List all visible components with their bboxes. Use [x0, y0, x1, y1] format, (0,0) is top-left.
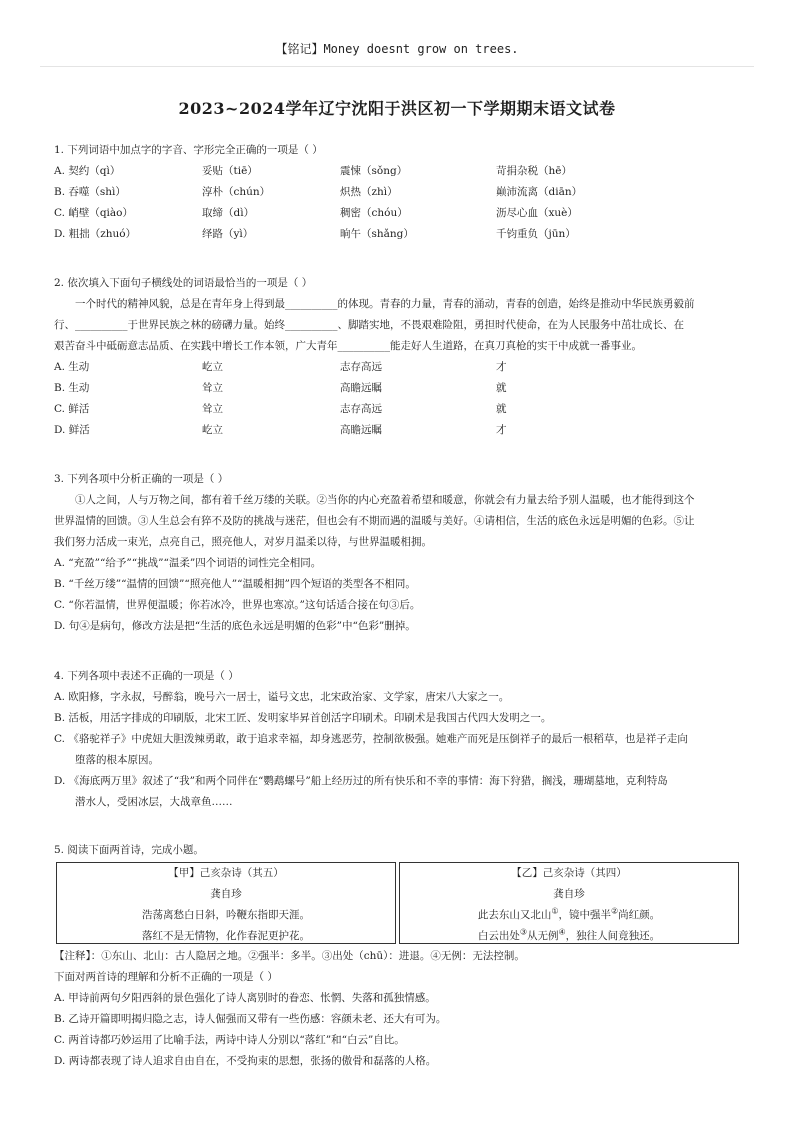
question-1-option-a: [54, 161, 744, 182]
poem-text: ，独往人间竟独还。: [565, 930, 661, 942]
question-2-passage-line: 艰苦奋斗中砥砺意志品质、在实践中增长工作本领，广大青年__________能走好人生道路，在真刀真枪的实干中成就一番事业。: [54, 340, 642, 352]
header-divider: [40, 66, 754, 67]
option-cell: 屹立: [202, 361, 223, 373]
question-5-stem: 5. 阅读下面两首诗，完成小题。: [54, 844, 204, 856]
question-3-option-a: A. “充盈”“给予”“挑战”“温柔”四个词语的词性完全相同。: [54, 557, 322, 569]
option-cell: B. 吞噬（shì）: [54, 186, 126, 198]
option-cell: 就: [496, 382, 507, 394]
footnote-marker: ①: [551, 906, 559, 916]
question-1-option-c: [54, 203, 744, 224]
poem-text: ，镜中强半: [558, 909, 611, 921]
option-cell: 沥尽心血（xuè）: [496, 207, 578, 219]
question-3-option-d: D. 句④是病句，修改方法是把“生活的底色永远是明媚的色彩”中“色彩”删掉。: [54, 620, 416, 632]
question-2-stem: 2. 依次填入下面句子横线处的词语最恰当的一项是（ ）: [54, 277, 313, 289]
option-cell: C. 峭壁（qiào）: [54, 207, 133, 219]
poem-b-line: [400, 926, 738, 947]
question-5-option-c: C. 两首诗都巧妙运用了比喻手法，两诗中诗人分别以“落红”和“白云”自比。: [54, 1034, 405, 1046]
option-cell: 妥贴（tiē）: [202, 165, 258, 177]
option-cell: 就: [496, 403, 507, 415]
question-4-option-a: A. 欧阳修，字永叔，号醉翁，晚号六一居士，谥号文忠，北宋政治家、文学家，唐宋八大家之一。: [54, 691, 510, 703]
option-cell: D. 鲜活: [54, 424, 90, 436]
option-cell: 千钧重负（jūn）: [496, 228, 576, 240]
option-cell: 志存高远: [340, 361, 382, 373]
question-4-option-c: C. 《骆驼祥子》中虎妞大胆泼辣勇敢，敢于追求幸福，却身逃恶劳，控制欲极强。她难产而死是压倒祥子的最后一根稻草，也是祥子走向: [54, 733, 688, 745]
question-3-option-c: C. “你若温情，世界便温暖；你若冰冷，世界也寒凉。”这句话适合接在句③后。: [54, 599, 421, 611]
poem-b-author: 龚自珍: [553, 888, 585, 900]
poem-text: 尚红颜。: [618, 909, 661, 921]
option-cell: 高瞻远瞩: [340, 382, 382, 394]
question-3-option-b: B. “千丝万缕”“温情的回馈”“照亮他人”“温暖相拥”四个短语的类型各不相同。: [54, 578, 416, 590]
poem-a-line: 浩荡离愁白日斜，吟鞭东指即天涯。: [142, 909, 310, 921]
poem-text: 白云出处: [477, 930, 520, 942]
option-cell: 才: [496, 424, 507, 436]
option-cell: 高瞻远瞩: [340, 424, 382, 436]
poem-a-title: 【甲】己亥杂诗（其五）: [168, 867, 284, 879]
question-3-stem: 3. 下列各项中分析正确的一项是（ ）: [54, 473, 229, 485]
question-1: [54, 140, 744, 245]
option-cell: 巅沛流离（diān）: [496, 186, 583, 198]
question-3-passage-line: 世界温情的回馈。③人生总会有猝不及防的挑战与迷茫，但也会有不期而遇的温暖与美好。④请相信，生活的底色永远是明媚的色彩。⑤让: [54, 515, 695, 527]
option-cell: 绎路（yì）: [202, 228, 254, 240]
question-2-option-b: [54, 378, 744, 399]
footnote-marker: ④: [558, 927, 566, 937]
footnote-marker: ③: [519, 927, 527, 937]
poem-b-line: [400, 905, 738, 926]
question-1-option-b: [54, 182, 744, 203]
option-cell: 志存高远: [340, 403, 382, 415]
poem-b-title: 【乙】己亥杂诗（其四）: [511, 867, 627, 879]
question-4-option-c-cont: 堕落的根本原因。: [75, 754, 159, 766]
question-2-option-c: [54, 399, 744, 420]
poem-a-box: [56, 862, 396, 944]
question-5-option-a: A. 甲诗前两句夕阳西斜的景色强化了诗人离别时的眷恋、怅惘、失落和孤独情感。: [54, 992, 436, 1004]
question-2-option-a: [54, 357, 744, 378]
option-cell: D. 粗拙（zhuó）: [54, 228, 137, 240]
option-cell: 耸立: [202, 403, 223, 415]
poem-text: 从无例: [527, 930, 559, 942]
option-cell: 稠密（chóu）: [340, 207, 408, 219]
poem-a-author: 龚自珍: [210, 888, 242, 900]
page-header-motto: 【铭记】Money doesnt grow on trees.: [275, 42, 519, 56]
poem-text: 此去东山又北山: [477, 909, 552, 921]
option-cell: A. 生动: [54, 361, 90, 373]
option-cell: 才: [496, 361, 507, 373]
question-2-passage-line: 行、__________于世界民族之林的磅礴力量。始终__________、脚踏实地，不畏艰难险阻，勇担时代使命，在为人民服务中茁壮成长、在: [54, 319, 684, 331]
question-3-passage-line: ①人之间，人与万物之间，都有着千丝万缕的关联。②当你的内心充盈着希望和暖意，你就会有力量去给予别人温暖，也才能得到这个: [75, 494, 695, 506]
option-cell: 苛捐杂税（hē）: [496, 165, 572, 177]
option-cell: 震悚（sǒng）: [340, 165, 408, 177]
question-3-passage-line: 我们努力活成一束光，点亮自己，照亮他人，对岁月温柔以待，与世界温暖相拥。: [54, 536, 432, 548]
question-2-option-d: [54, 420, 744, 441]
question-2: [54, 273, 744, 441]
question-4: [54, 666, 744, 813]
question-4-stem: 4. 下列各项中表述不正确的一项是（ ）: [54, 670, 239, 682]
option-cell: 屹立: [202, 424, 223, 436]
option-cell: 耸立: [202, 382, 223, 394]
question-5-sub-stem: 下面对两首诗的理解和分析不正确的一项是（ ）: [54, 971, 278, 983]
option-cell: C. 鲜活: [54, 403, 90, 415]
question-4-option-d: D. 《海底两万里》叙述了“我”和两个同伴在“鹦鹉螺号”船上经历过的所有快乐和不幸的事情：海下狩猎，搁浅，珊瑚墓地，克利特岛: [54, 775, 668, 787]
option-cell: 晌午（shǎng）: [340, 228, 414, 240]
question-5: [54, 946, 744, 1072]
poem-b-box: [399, 862, 739, 944]
option-cell: 炽热（zhì）: [340, 186, 398, 198]
poem-notes: 【注释】：①东山、北山：古人隐居之地。②强半：多半。③出处（chū）：进退。④无例：无法控制。: [54, 950, 525, 962]
question-4-option-b: B. 活板，用活字排成的印刷版，北宋工匠、发明家毕昇首创活字印刷术。印刷术是我国古代四大发明之一。: [54, 712, 552, 724]
question-1-stem: 1. 下列词语中加点字的字音、字形完全正确的一项是（ ）: [54, 144, 323, 156]
poem-a-line: 落红不是无情物，化作春泥更护花。: [142, 930, 310, 942]
option-cell: A. 契约（qì）: [54, 165, 121, 177]
question-5-option-d: D. 两诗都表现了诗人追求自由自在，不受拘束的思想，张扬的傲骨和磊落的人格。: [54, 1055, 437, 1067]
question-3: [54, 469, 744, 637]
option-cell: 淳朴（chún）: [202, 186, 271, 198]
option-cell: 取缔（dì）: [202, 207, 255, 219]
question-5-stem-wrap: [54, 840, 744, 861]
question-4-option-d-cont: 潜水人，受困冰层，大战章鱼……: [75, 796, 233, 808]
footnote-marker: ②: [611, 906, 619, 916]
option-cell: B. 生动: [54, 382, 90, 394]
question-5-option-b: B. 乙诗开篇即明揭归隐之志，诗人倔强而又带有一些伤感：容颜未老、还大有可为。: [54, 1013, 447, 1025]
question-1-option-d: [54, 224, 744, 245]
exam-title: 2023~2024学年辽宁沈阳于洪区初一下学期期末语文试卷: [178, 99, 616, 118]
question-2-passage-line: 一个时代的精神风貌，总是在青年身上得到最__________的体现。青春的力量，青春的涌动，青春的创造，始终是推动中华民族勇毅前: [75, 298, 695, 310]
